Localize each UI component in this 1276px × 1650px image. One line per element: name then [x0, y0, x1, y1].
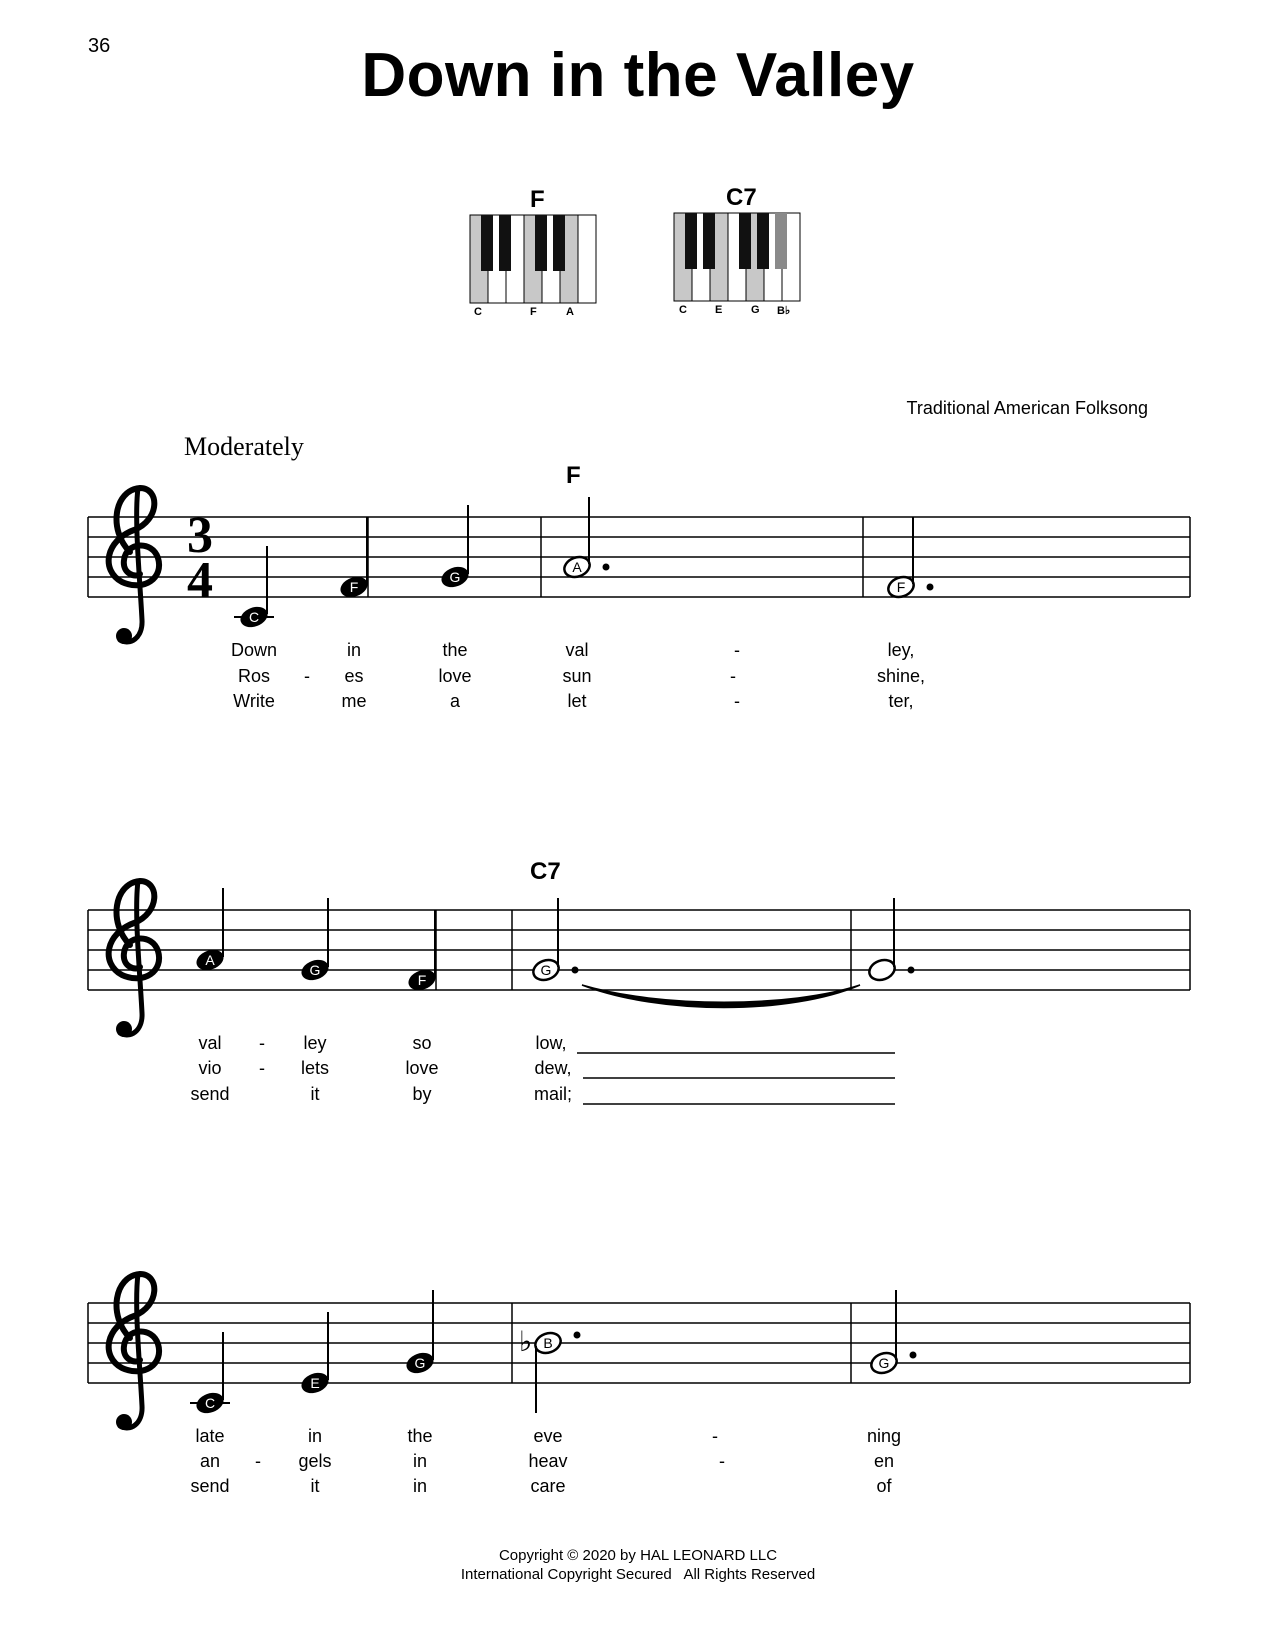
- lyric: the: [442, 640, 468, 660]
- lyric: -: [730, 666, 736, 686]
- svg-text:G: G: [414, 1355, 426, 1371]
- chord-symbol: F: [566, 462, 581, 489]
- svg-text:E: E: [310, 1375, 320, 1391]
- note: [238, 546, 271, 631]
- lyric: it: [310, 1476, 320, 1496]
- note: [299, 1312, 332, 1397]
- key-label: F: [530, 306, 537, 318]
- lyric: in: [412, 1476, 428, 1496]
- note: [562, 497, 610, 580]
- key-label: E: [715, 304, 723, 316]
- note: [338, 517, 371, 601]
- svg-text:G: G: [309, 962, 321, 978]
- lyric: me: [341, 691, 367, 711]
- lyric: ter,: [888, 691, 914, 711]
- lyric: Ros: [237, 666, 271, 686]
- lyric: shine,: [876, 666, 926, 686]
- lyric: an: [199, 1451, 221, 1471]
- chord-diagram-f-label: F: [530, 186, 545, 213]
- lyric: -: [255, 1451, 261, 1471]
- lyric: lets: [300, 1058, 330, 1078]
- composer-credit: Traditional American Folksong: [906, 398, 1148, 418]
- note: [533, 1330, 581, 1413]
- lyric: -: [712, 1426, 718, 1446]
- lyric: it: [310, 1084, 320, 1104]
- lyric: let: [567, 691, 587, 711]
- svg-text:F: F: [417, 972, 427, 988]
- svg-text:C: C: [248, 609, 260, 625]
- copyright-line-2: International Copyright Secured All Rights Reserved: [460, 1566, 816, 1583]
- key-label: C: [679, 304, 687, 316]
- lyric: love: [405, 1058, 439, 1078]
- key-label: C: [474, 306, 482, 318]
- svg-text:A: A: [205, 952, 215, 968]
- lyric: Down: [230, 640, 278, 660]
- lyric: love: [438, 666, 472, 686]
- lyric: send: [190, 1084, 230, 1104]
- lyric: the: [407, 1426, 433, 1446]
- lyric: dew,: [534, 1058, 572, 1078]
- lyric: mail;: [533, 1084, 573, 1104]
- key-label: B♭: [777, 305, 791, 317]
- lyric: Write: [233, 691, 275, 711]
- lyric: send: [190, 1476, 230, 1496]
- note: [886, 517, 934, 600]
- lyric: -: [259, 1033, 265, 1053]
- treble-clef-icon: [109, 1274, 159, 1430]
- lyric: gels: [298, 1451, 332, 1471]
- chord-symbol: C7: [530, 858, 561, 885]
- lyric: in: [346, 640, 362, 660]
- note: [406, 910, 439, 994]
- copyright-line-1: Copyright © 2020 by HAL LEONARD LLC: [498, 1547, 778, 1564]
- lyric: low,: [535, 1033, 567, 1053]
- svg-text:G: G: [540, 962, 552, 978]
- lyric: heav: [528, 1451, 568, 1471]
- lyric: -: [259, 1058, 265, 1078]
- svg-text:F: F: [349, 579, 359, 595]
- lyric: late: [195, 1426, 225, 1446]
- note: [439, 505, 472, 591]
- lyric: es: [344, 666, 364, 686]
- lyric: sun: [562, 666, 592, 686]
- key-label: G: [751, 304, 760, 316]
- note: [194, 888, 227, 974]
- tie: [582, 985, 860, 1008]
- svg-text:C: C: [204, 1395, 216, 1411]
- svg-text:F: F: [896, 579, 906, 595]
- lyric: by: [412, 1084, 432, 1104]
- lyric: so: [412, 1033, 432, 1053]
- lyric: of: [876, 1476, 892, 1496]
- lyric: care: [530, 1476, 566, 1496]
- svg-text:G: G: [878, 1355, 890, 1371]
- lyric: ley: [303, 1033, 327, 1053]
- lyric: in: [412, 1451, 428, 1471]
- staff-system-2: [88, 881, 1190, 1104]
- treble-clef-icon: [109, 488, 159, 644]
- lyric: en: [873, 1451, 895, 1471]
- tempo-marking: Moderately: [184, 432, 304, 461]
- chord-diagram-c7-label: C7: [726, 184, 757, 211]
- copyright-footer: [0, 1546, 1276, 1584]
- lyric: a: [449, 691, 461, 711]
- page-number: 36: [88, 35, 111, 57]
- lyric: -: [719, 1451, 725, 1471]
- lyric: -: [734, 691, 740, 711]
- svg-text:G: G: [449, 569, 461, 585]
- treble-clef-icon: [109, 881, 159, 1037]
- lyric: in: [307, 1426, 323, 1446]
- note: [194, 1332, 227, 1417]
- lyric: val: [198, 1033, 222, 1053]
- staff-system-1: [88, 488, 1190, 644]
- lyric: vio: [198, 1058, 222, 1078]
- song-title: Down in the Valley: [361, 41, 915, 110]
- lyric: -: [304, 666, 310, 686]
- svg-text:A: A: [572, 559, 582, 575]
- lyric: val: [565, 640, 589, 660]
- note: [299, 898, 332, 984]
- lyric: eve: [533, 1426, 563, 1446]
- lyric: ning: [866, 1426, 902, 1446]
- key-label: A: [566, 306, 574, 318]
- svg-text:B: B: [543, 1335, 553, 1351]
- time-signature-top: 3: [187, 507, 213, 564]
- flat-icon: ♭: [519, 1325, 533, 1358]
- lyric: ley,: [887, 640, 915, 660]
- lyric: -: [734, 640, 740, 660]
- time-signature-bottom: 4: [187, 552, 213, 609]
- staff-system-3: [88, 1274, 1190, 1430]
